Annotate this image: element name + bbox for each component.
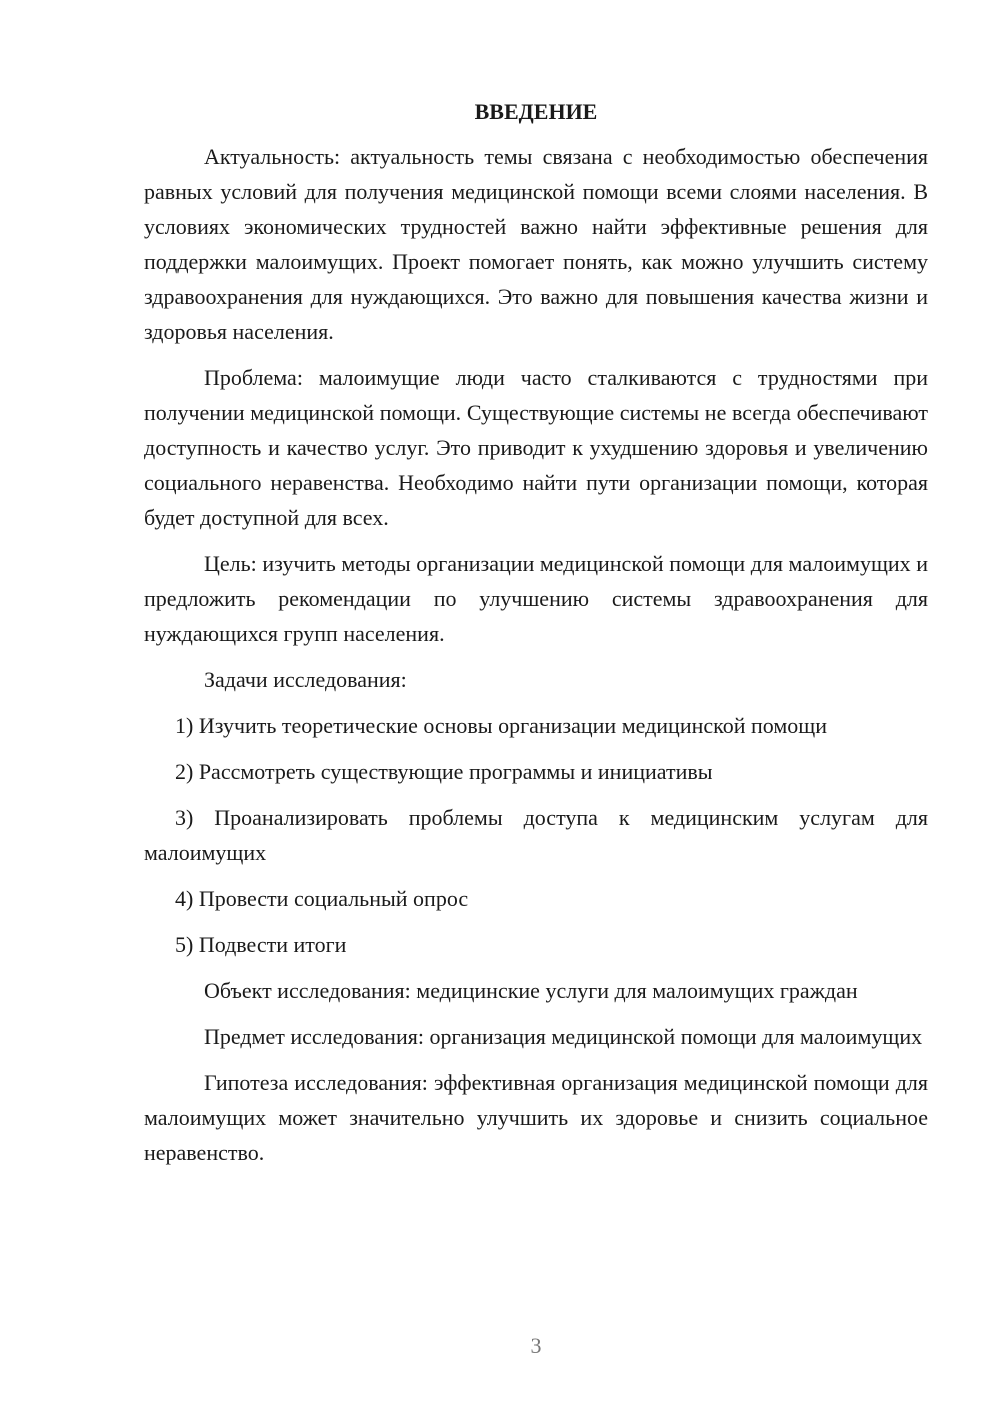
task-item-4: 4) Провести социальный опрос (175, 886, 469, 911)
subject-paragraph: Предмет исследования: организация медицинской помощи для малоимущих (204, 1024, 923, 1049)
task-item-5: 5) Подвести итоги (175, 932, 347, 957)
page-title: ВВЕДЕНИЕ (474, 99, 598, 124)
hypothesis-paragraph: Гипотеза исследования: эффективная организация медицинской помощи для малоимущих может значительно улучшить их здоровье и снизить социальное неравенство. (144, 1070, 928, 1165)
page-content (144, 94, 928, 1181)
goal-paragraph: Цель: изучить методы организации медицинской помощи для малоимущих и предложить рекомендации по улучшению системы здравоохранения для нуждающихся групп населения. (144, 551, 928, 646)
task-item-3: 3) Проанализировать проблемы доступа к медицинским услугам для малоимущих (144, 805, 928, 865)
object-paragraph: Объект исследования: медицинские услуги для малоимущих граждан (204, 978, 858, 1003)
task-item-2: 2) Рассмотреть существующие программы и инициативы (175, 759, 713, 784)
task-item-1: 1) Изучить теоретические основы организации медицинской помощи (175, 713, 827, 738)
tasks-heading: Задачи исследования: (204, 667, 407, 692)
problem-paragraph: Проблема: малоимущие люди часто сталкиваются с трудностями при получении медицинской помощи. Существующие системы не всегда обеспечивают доступность и качество услуг. Это приводит к ухудшению здоровья и увеличению социального неравенства. Необходимо найти пути организации помощи, которая будет доступной для всех. (144, 365, 928, 530)
page-number: 3 (530, 1333, 542, 1358)
relevance-paragraph: Актуальность: актуальность темы связана с необходимостью обеспечения равных условий для получения медицинской помощи всеми слоями населения. В условиях экономических трудностей важно найти эффективные решения для поддержки малоимущих. Проект помогает понять, как можно улучшить систему здравоохранения для нуждающихся. Это важно для повышения качества жизни и здоровья населения. (144, 144, 928, 344)
